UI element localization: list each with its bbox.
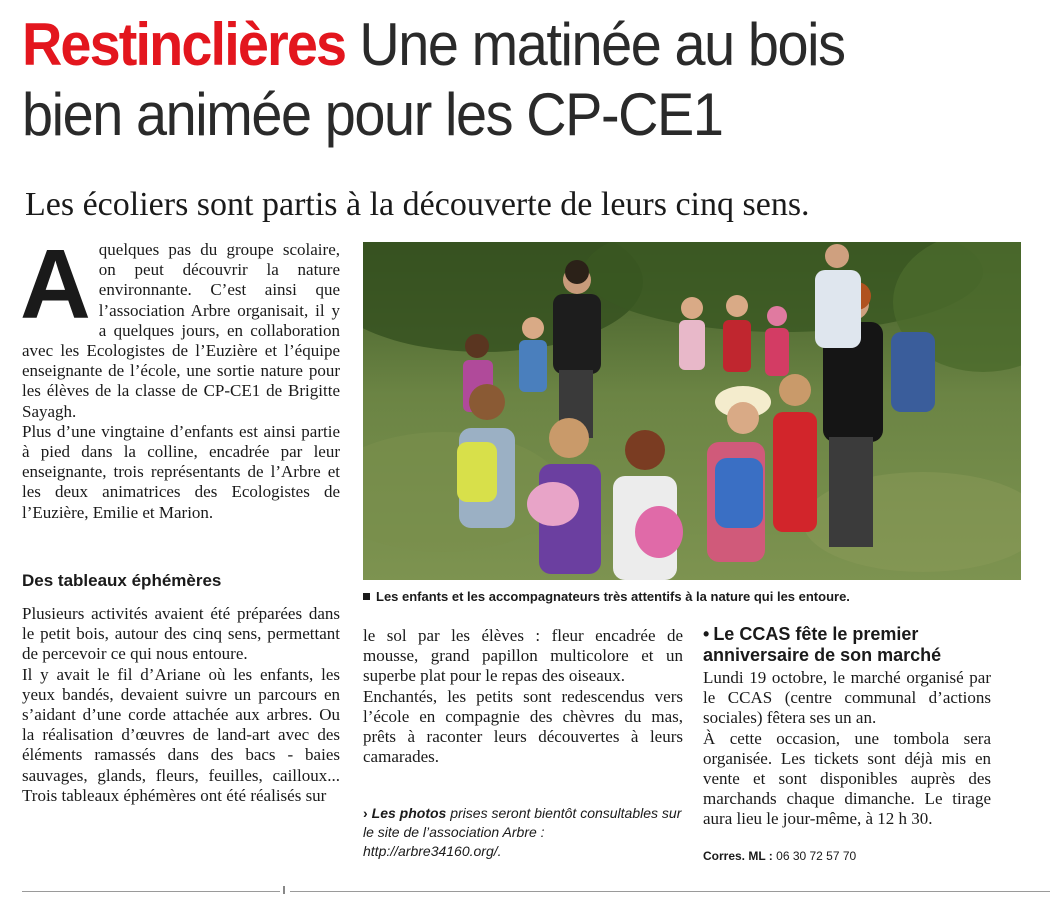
corres-label: Corres. ML :: [703, 849, 773, 863]
corres-phone: 06 30 72 57 70: [776, 849, 857, 863]
paragraph-4: Il y avait le fil d’Ariane où les enfants, les yeux bandés, devaient suivre un parcours en s’aidant d’une corde attachée aux arbres. Ou la réalisation d’œuvres de land-art avec des éléments ramassés dans des bacs - baies sauvages, glands, fleurs, feuilles, cailloux... Trois tableaux éphémères ont été réalisés sur: [22, 664, 340, 805]
subtitle: Les écoliers sont partis à la découverte de leurs cinq sens.: [25, 186, 810, 223]
brief-paragraph-1: Lundi 19 octobre, le marché organisé par le CCAS (centre communal d’actions sociales) fêtera ses un an.: [703, 668, 991, 728]
note-lead: Les photos: [371, 805, 447, 821]
article-column-1: [20, 229, 340, 523]
caption-square-icon: [363, 593, 370, 600]
photo-caption: [363, 589, 1023, 604]
brief-paragraph-2: À cette occasion, une tombola sera organisée. Les tickets sont déjà mis en vente et sont disponibles auprès des marchands chaque dimanche. Le tirage aura lieu le jour-même, à 12 h 30.: [703, 728, 991, 829]
footer-rule-right: [290, 891, 1050, 892]
section-heading: Des tableaux éphémères: [22, 571, 222, 590]
headline-place: Restinclières: [22, 11, 346, 78]
article-column-2: [363, 626, 683, 767]
article-column-1-lower: [22, 604, 340, 806]
dropcap: A: [20, 229, 91, 339]
intro-text: quelques pas du groupe scolaire, on peut découvrir la nature environnante. C’est ainsi que l’association Arbre organisait, il y a quelques jours, en collaboration avec les Ecologistes de l’Euzière et l’équipe enseignante de l’école, une sortie nature pour les élèves de la classe de CP-CE1 de Brigitte Sayagh.: [22, 240, 340, 421]
photo-illustration: [363, 242, 1021, 580]
intro-paragraph: [20, 229, 340, 422]
paragraph-2: Plus d’une vingtaine d’enfants est ainsi partie à pied dans la colline, encadrée par leur enseignante, trois représentants de l’Arbre et les deux animatrices des Ecologistes de l’Euzière, Emilie et Marion.: [22, 421, 340, 522]
brief-column: [703, 668, 991, 830]
brief-heading: [703, 624, 1023, 666]
note-arrow-icon: ›: [363, 805, 368, 821]
brief-heading-text: Le CCAS fête le premier anniversaire de son marché: [703, 624, 942, 665]
article-photo: [363, 242, 1021, 580]
headline: [22, 10, 971, 150]
paragraph-3: Plusieurs activités avaient été préparées dans le petit bois, autour des cinq sens, permettant de percevoir ce qui nous entoure.: [22, 604, 340, 664]
brief-bullet-icon: •: [703, 624, 710, 644]
headline-title-line1: Une matinée au bois: [359, 11, 845, 78]
photos-note: [363, 804, 683, 861]
paragraph-4-continued: le sol par les élèves : fleur encadrée de mousse, grand papillon multicolore et un superbe plat pour le repas des oiseaux.: [363, 626, 683, 686]
footer-rule-tick: [283, 886, 285, 894]
paragraph-5: Enchantés, les petits sont redescendus vers l’école en compagnie des chèvres du mas, prêts à raconter leurs découvertes à leurs camarades.: [363, 686, 683, 767]
caption-text: Les enfants et les accompagnateurs très attentifs à la nature qui les entoure.: [376, 589, 850, 604]
note-text: prises seront bientôt consultables sur le site de l’association Arbre : http://arbre34160.org/.: [363, 805, 682, 859]
headline-title-line2: bien animée pour les CP-CE1: [22, 81, 723, 148]
correspondent-line: [703, 849, 856, 863]
footer-rule-left: [22, 891, 280, 892]
